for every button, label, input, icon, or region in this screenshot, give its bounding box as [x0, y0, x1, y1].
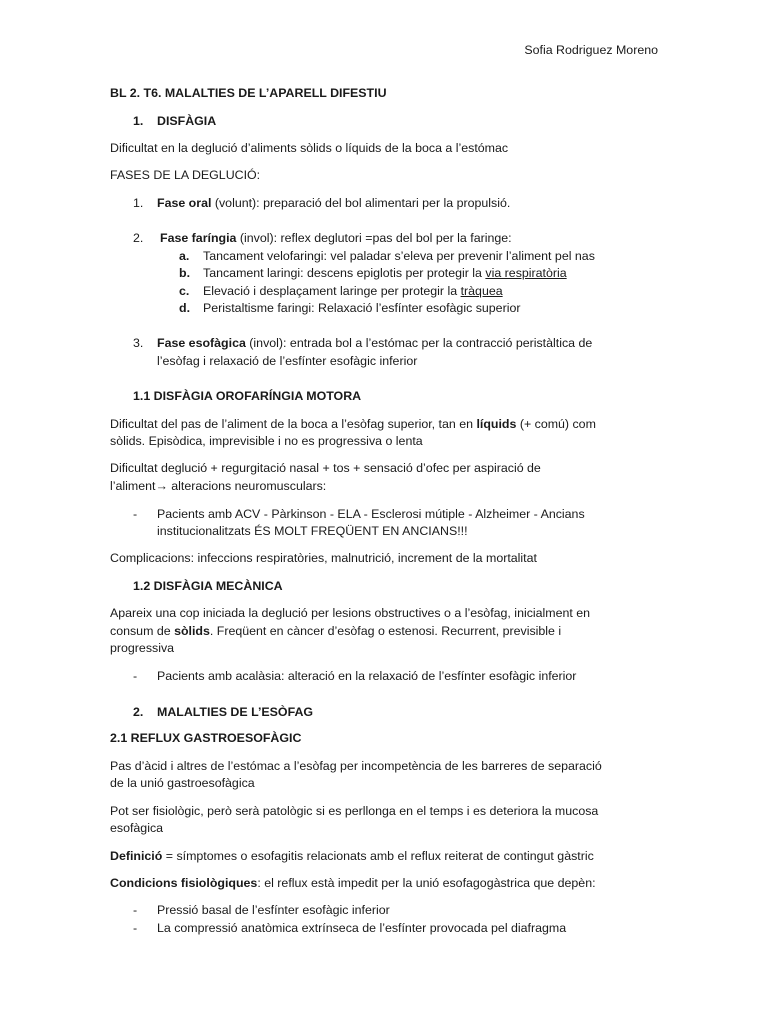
phase-1-number: 1.	[133, 196, 144, 210]
section-2-number: 2.	[133, 705, 144, 719]
bullet-item: Pacients amb acalàsia: alteració en la relaxació de l’esfínter esofàgic inferior	[157, 669, 577, 683]
dysphagia-definition: Dificultat en la deglució d’aliments sòlids o líquids de la boca a l’estómac	[110, 141, 509, 155]
paragraph: l’aliment→ alteracions neuromusculars:	[110, 479, 327, 493]
paragraph: Pot ser fisiològic, però serà patològic si es perllonga en el temps i es deteriora la mucosa	[110, 804, 599, 818]
bullet-dash: -	[133, 669, 138, 683]
bullet-dash: -	[133, 921, 138, 935]
paragraph: sòlids. Episòdica, imprevisible i no es progressiva o lenta	[110, 434, 423, 448]
phase-3-label: Fase esofàgica	[157, 336, 246, 350]
phase-1-desc: (volunt): preparació del bol alimentari per la propulsió.	[211, 196, 511, 210]
author-name: Sofia Rodriguez Moreno	[524, 43, 658, 57]
phase-2-item-letter: a.	[179, 249, 190, 263]
paragraph: Apareix una cop iniciada la deglució per lesions obstructives o a l’esòfag, inicialment en	[110, 606, 591, 620]
phase-1-label: Fase oral	[157, 196, 212, 210]
paragraph: esofàgica	[110, 821, 164, 835]
phase-3-desc: (invol): entrada bol a l’estómac per la contracció peristàltica de	[245, 336, 593, 350]
bullet-item: institucionalitzats ÉS MOLT FREQÜENT EN ANCIANS!!!	[157, 524, 468, 538]
bullet-dash: -	[133, 903, 138, 917]
phases-heading: FASES DE LA DEGLUCIÓ:	[110, 168, 261, 182]
phase-2-item-letter: c.	[179, 284, 190, 298]
phase-2-item-letter: d.	[179, 301, 191, 315]
phase-2-desc: (invol): reflex deglutori =pas del bol per la faringe:	[236, 231, 512, 245]
phase-2-label: Fase faríngia	[160, 231, 237, 245]
phase-2-number: 2.	[133, 231, 144, 245]
underlined-term: tràquea	[460, 284, 503, 298]
section-2-heading: MALALTIES DE L’ESÒFAG	[157, 705, 314, 719]
conditions-line: Condicions fisiològiques: el reflux està impedit per la unió esofagogàstrica que depèn:	[110, 876, 596, 890]
section-1-number: 1.	[133, 114, 144, 128]
phase-2-item: Elevació i desplaçament laringe per protegir la tràquea	[203, 284, 503, 298]
paragraph: progressiva	[110, 641, 175, 655]
phase-2-text	[160, 229, 512, 247]
paragraph: Complicacions: infeccions respiratòries, malnutrició, increment de la mortalitat	[110, 551, 537, 565]
bullet-item: Pacients amb ACV - Pàrkinson - ELA - Esclerosi mútiple - Alzheimer - Ancians	[157, 507, 585, 521]
document-title: BL 2. T6. MALALTIES DE L’APARELL DIFESTIU	[110, 86, 387, 100]
bullet-item: La compressió anatòmica extrínseca de l’esfínter provocada pel diafragma	[157, 921, 567, 935]
paragraph: consum de sòlids. Freqüent en càncer d’esòfag o estenosi. Recurrent, previsible i	[110, 624, 562, 638]
phase-2-item-letter: b.	[179, 266, 191, 280]
phase-2-item: Tancament laringi: descens epiglotis per protegir la via respiratòria	[203, 266, 567, 280]
section-1-heading: DISFÀGIA	[157, 114, 217, 128]
bullet-dash: -	[133, 507, 138, 521]
section-1-2-heading: 1.2 DISFÀGIA MECÀNICA	[133, 579, 283, 593]
paragraph: Pas d’àcid i altres de l’estómac a l’esòfag per incompetència de les barreres de separació	[110, 759, 602, 773]
phase-3-text-line2: l’esòfag i relaxació de l’esfínter esofàgic inferior	[157, 354, 418, 368]
phase-3-text	[157, 334, 592, 352]
paragraph: de la unió gastroesofàgica	[110, 776, 255, 790]
phase-3-number: 3.	[133, 336, 144, 350]
underlined-term: via respiratòria	[485, 266, 567, 280]
section-2-1-heading: 2.1 REFLUX GASTROESOFÀGIC	[110, 731, 302, 745]
phase-2-item: Peristaltisme faringi: Relaxació l’esfínter esofàgic superior	[203, 301, 521, 315]
bullet-item: Pressió basal de l’esfínter esofàgic inferior	[157, 903, 390, 917]
definition-line: Definició = símptomes o esofagitis relacionats amb el reflux reiterat de contingut gàstric	[110, 849, 594, 863]
paragraph: Dificultat deglució + regurgitació nasal + tos + sensació d’ofec per aspiració de	[110, 461, 541, 475]
paragraph: Dificultat del pas de l’aliment de la boca a l’esòfag superior, tan en líquids (+ comú) com	[110, 417, 596, 431]
phase-2-item: Tancament velofaringi: vel paladar s’eleva per prevenir l’aliment pel nas	[203, 249, 595, 263]
section-1-1-heading: 1.1 DISFÀGIA OROFARÍNGIA MOTORA	[133, 389, 362, 403]
phase-1-text	[157, 194, 510, 212]
